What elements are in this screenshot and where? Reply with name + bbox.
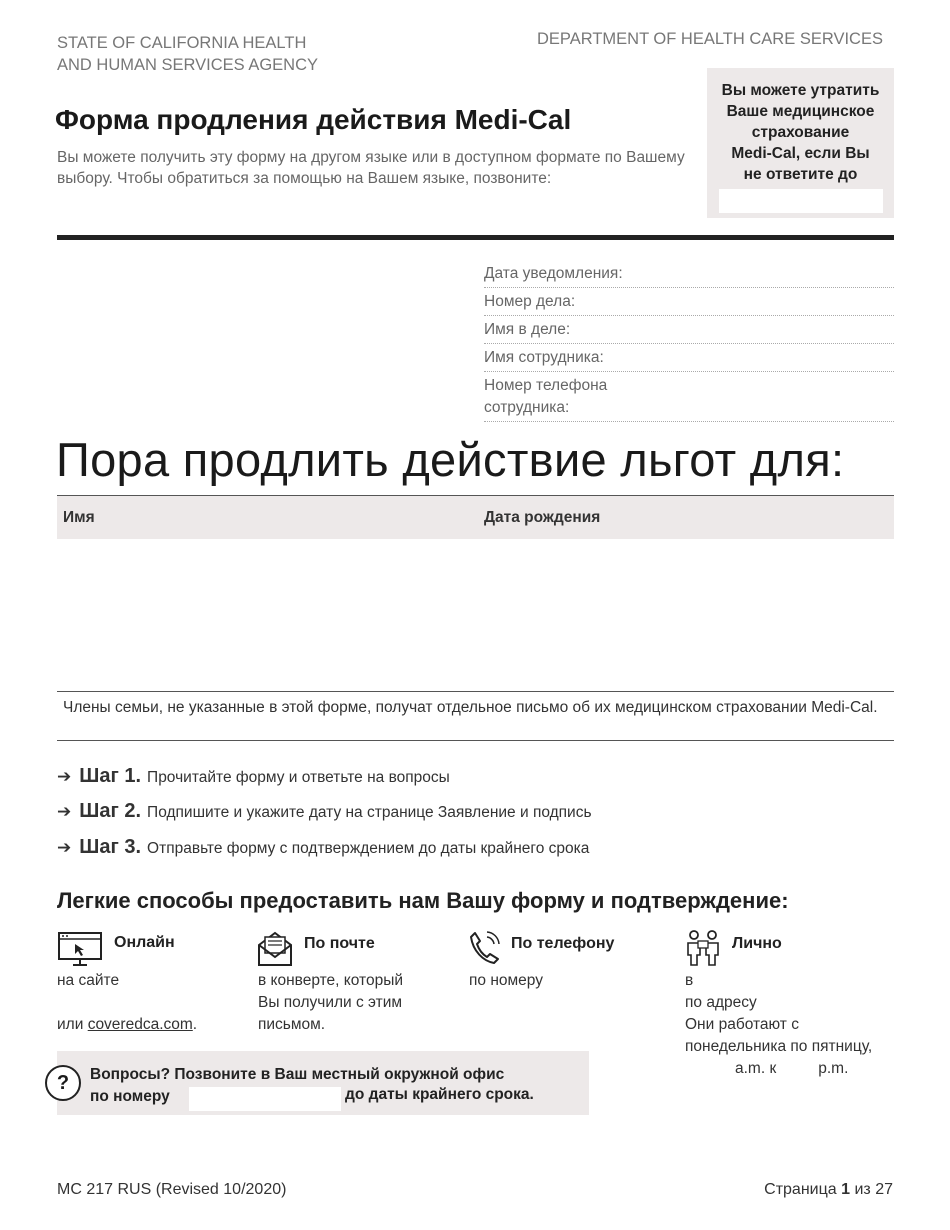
page-prefix: Страница — [764, 1181, 837, 1198]
person-line-3: Они работают с — [685, 1016, 799, 1033]
phone-line-1: по номеру — [469, 972, 543, 989]
method-online-text — [57, 970, 197, 1036]
online-line-2 — [57, 1014, 197, 1036]
online-suffix: . — [192, 1016, 198, 1033]
step-3-label: Шаг 3. — [79, 836, 142, 858]
worker-phone-field — [484, 372, 894, 422]
warning-line-5: не ответите до — [743, 166, 858, 183]
online-line-1: на сайте — [57, 972, 120, 989]
case-number-label: Номер дела: — [484, 293, 576, 310]
warning-line-1: Вы можете утратить — [721, 82, 880, 99]
form-title: Форма продления действия Medi-Cal — [55, 104, 572, 135]
step-3-text: Отправьте форму с подтверждением до даты крайнего срока — [147, 840, 590, 857]
questions-after: до даты крайнего срока. — [345, 1086, 534, 1103]
person-hours — [685, 1058, 872, 1080]
deadline-warning-box — [707, 68, 894, 218]
submission-methods-heading: Легкие способы предоставить нам Вашу форму и подтверждение: — [57, 888, 789, 913]
warning-line-3: страхование — [751, 124, 850, 141]
person-line-4: понедельника по пятницу, — [685, 1038, 873, 1055]
column-name: Имя — [63, 509, 95, 526]
computer-icon — [57, 931, 103, 967]
department-name: DEPARTMENT OF HEALTH CARE SERVICES — [537, 30, 883, 48]
method-phone-text — [469, 970, 543, 992]
language-help-text: Вы можете получить эту форму на другом языке или в доступном формате по Вашему выбору. Чтобы обратиться за помощью на Вашем языке, позвоните: — [57, 149, 685, 187]
agency-line-1: STATE OF CALIFORNIA HEALTH — [57, 34, 307, 52]
renewal-heading: Пора продлить действие льгот для: — [56, 433, 845, 486]
person-am: a.m. к — [735, 1060, 777, 1077]
beneficiary-table-header — [57, 495, 894, 539]
case-info-list — [484, 260, 894, 422]
questions-line-1: Вопросы? Позвоните в Ваш местный окружной офис — [90, 1066, 505, 1083]
page-indicator — [764, 1181, 893, 1199]
worker-name-field — [484, 344, 894, 372]
person-line-2: по адресу — [685, 994, 757, 1011]
page-number: 1 — [841, 1181, 851, 1198]
arrow-right-icon: ➔ — [57, 802, 72, 821]
method-phone-title: По телефону — [511, 935, 615, 952]
worker-name-label: Имя сотрудника: — [484, 349, 604, 366]
step-3 — [57, 836, 589, 859]
case-number-field — [484, 288, 894, 316]
notice-date-label: Дата уведомления: — [484, 265, 623, 282]
family-note — [57, 691, 894, 741]
step-1-label: Шаг 1. — [79, 765, 142, 787]
agency-line-2: AND HUMAN SERVICES AGENCY — [57, 56, 319, 74]
worker-phone-label-line-2: сотрудника: — [484, 399, 570, 416]
notice-date-field — [484, 260, 894, 288]
coveredca-link[interactable]: coveredca.com — [87, 1016, 193, 1033]
agency-name — [57, 32, 318, 76]
person-pm: p.m. — [818, 1060, 849, 1077]
column-date-of-birth: Дата рождения — [484, 509, 601, 526]
people-icon — [684, 929, 722, 967]
arrow-right-icon: ➔ — [57, 767, 72, 786]
method-mail-title: По почте — [304, 935, 375, 952]
step-2-label: Шаг 2. — [79, 800, 142, 822]
envelope-icon — [257, 929, 293, 967]
method-person-title: Лично — [732, 935, 782, 952]
step-2 — [57, 800, 592, 823]
county-phone-field[interactable] — [189, 1087, 341, 1111]
questions-box — [57, 1051, 589, 1115]
phone-icon — [467, 929, 501, 965]
header-divider — [57, 235, 894, 240]
warning-line-2: Ваше медицинское — [726, 103, 875, 120]
case-name-label: Имя в деле: — [484, 321, 571, 338]
step-2-text: Подпишите и укажите дату на странице Заявление и подпись — [147, 804, 592, 821]
method-online-title: Онлайн — [114, 934, 175, 951]
family-note-text: Члены семьи, не указанные в этой форме, получат отдельное письмо об их медицинском страховании Medi-Cal. — [63, 699, 878, 716]
page-total: 27 — [875, 1181, 893, 1198]
method-person-text — [685, 970, 872, 1080]
case-name-field — [484, 316, 894, 344]
arrow-right-icon: ➔ — [57, 838, 72, 857]
question-mark-icon: ? — [45, 1065, 81, 1101]
step-1-text: Прочитайте форму и ответьте на вопросы — [147, 769, 450, 786]
form-id: MC 217 RUS (Revised 10/2020) — [57, 1181, 287, 1198]
mail-line-3: письмом. — [258, 1016, 326, 1033]
mail-line-1: в конверте, который — [258, 972, 403, 989]
method-mail-text — [258, 970, 403, 1036]
person-line-1: в — [685, 972, 694, 989]
deadline-date-field[interactable] — [719, 189, 883, 213]
page-mid: из — [854, 1181, 871, 1198]
questions-line-2: по номеру — [90, 1088, 170, 1105]
step-1 — [57, 765, 450, 788]
worker-phone-label-line-1: Номер телефона — [484, 377, 608, 394]
online-prefix: или — [57, 1016, 84, 1033]
warning-line-4: Medi-Cal, если Вы — [731, 145, 870, 162]
mail-line-2: Вы получили с этим — [258, 994, 403, 1011]
